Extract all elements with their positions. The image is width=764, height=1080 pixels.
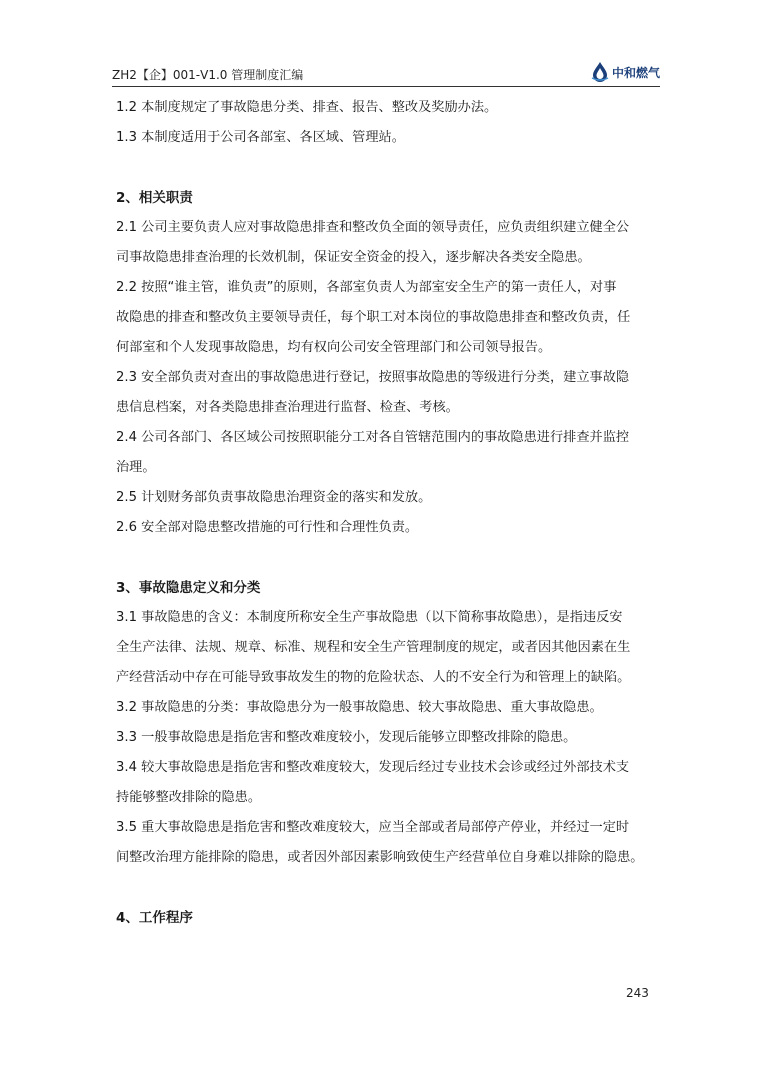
section-heading: 3、事故隐患定义和分类 bbox=[116, 580, 261, 596]
header-divider bbox=[112, 86, 660, 87]
paragraph-line: 3.3 一般事故隐患是指危害和整改难度较小，发现后能够立即整改排除的隐患。 bbox=[116, 730, 577, 745]
clause-paragraph bbox=[116, 423, 646, 483]
clause-paragraph bbox=[116, 93, 646, 123]
paragraph-line: 2.6 安全部对隐患整改措施的可行性和合理性负责。 bbox=[116, 520, 419, 535]
clause-paragraph bbox=[116, 273, 646, 363]
section-spacer bbox=[116, 543, 646, 573]
paragraph-line: 间整改治理方能排除的隐患，或者因外部因素影响致使生产经营单位自身难以排除的隐患。 bbox=[116, 850, 644, 865]
paragraph-line: 故隐患的排查和整改负主要领导责任，每个职工对本岗位的事故隐患排查和整改负责，任 bbox=[116, 310, 631, 325]
paragraph-line: 产经营活动中存在可能导致事故发生的物的危险状态、人的不安全行为和管理上的缺陷。 bbox=[116, 670, 631, 685]
clause-paragraph bbox=[116, 123, 646, 153]
clause-paragraph bbox=[116, 513, 646, 543]
paragraph-line: 3.5 重大事故隐患是指危害和整改难度较大，应当全部或者局部停产停业，并经过一定时 bbox=[116, 820, 630, 835]
paragraph-line: 司事故隐患排查治理的长效机制，保证安全资金的投入，逐步解决各类安全隐患。 bbox=[116, 250, 591, 265]
clause-paragraph bbox=[116, 813, 646, 873]
section-spacer bbox=[116, 153, 646, 183]
section-heading: 2、相关职责 bbox=[116, 190, 193, 206]
section-spacer bbox=[116, 873, 646, 903]
clause-paragraph bbox=[116, 603, 646, 693]
paragraph-line: 3.1 事故隐患的含义：本制度所称安全生产事故隐患（以下简称事故隐患），是指违反安 bbox=[116, 610, 623, 625]
paragraph-line: 3.2 事故隐患的分类：事故隐患分为一般事故隐患、较大事故隐患、重大事故隐患。 bbox=[116, 700, 603, 715]
document-title: ZH2【企】001-V1.0 管理制度汇编 bbox=[112, 68, 304, 82]
paragraph-line: 何部室和个人发现事故隐患，均有权向公司安全管理部门和公司领导报告。 bbox=[116, 340, 552, 355]
paragraph-line: 1.3 本制度适用于公司各部室、各区域、管理站。 bbox=[116, 130, 405, 145]
clause-paragraph bbox=[116, 363, 646, 423]
company-logo bbox=[590, 60, 660, 84]
clause-paragraph bbox=[116, 753, 646, 813]
paragraph-line: 2.2 按照“谁主管，谁负责”的原则，各部室负责人为部室安全生产的第一责任人，对事 bbox=[116, 280, 617, 295]
logo-text: 中和燃气 bbox=[611, 65, 660, 80]
clause-paragraph bbox=[116, 693, 646, 723]
paragraph-line: 2.3 安全部负责对查出的事故隐患进行登记，按照事故隐患的等级进行分类，建立事故隐 bbox=[116, 370, 630, 385]
paragraph-line: 治理。 bbox=[116, 460, 156, 475]
paragraph-line: 持能够整改排除的隐患。 bbox=[116, 790, 262, 805]
page-number: 243 bbox=[626, 986, 649, 1000]
clause-paragraph bbox=[116, 213, 646, 273]
page-header bbox=[112, 60, 660, 88]
paragraph-line: 3.4 较大事故隐患是指危害和整改难度较大，发现后经过专业技术会诊或经过外部技术支 bbox=[116, 760, 630, 775]
section-heading: 4、工作程序 bbox=[116, 910, 193, 926]
paragraph-line: 2.1 公司主要负责人应对事故隐患排查和整改负全面的领导责任，应负责组织建立健全公 bbox=[116, 220, 630, 235]
gas-drop-logo-icon bbox=[590, 61, 610, 83]
clause-paragraph bbox=[116, 723, 646, 753]
paragraph-line: 1.2 本制度规定了事故隐患分类、排查、报告、整改及奖励办法。 bbox=[116, 100, 498, 115]
clause-paragraph bbox=[116, 483, 646, 513]
paragraph-line: 全生产法律、法规、规章、标准、规程和安全生产管理制度的规定，或者因其他因素在生 bbox=[116, 640, 631, 655]
document-body bbox=[116, 93, 646, 933]
paragraph-line: 患信息档案，对各类隐患排查治理进行监督、检查、考核。 bbox=[116, 400, 459, 415]
paragraph-line: 2.5 计划财务部负责事故隐患治理资金的落实和发放。 bbox=[116, 490, 432, 505]
paragraph-line: 2.4 公司各部门、各区域公司按照职能分工对各自管辖范围内的事故隐患进行排查并监控 bbox=[116, 430, 630, 445]
